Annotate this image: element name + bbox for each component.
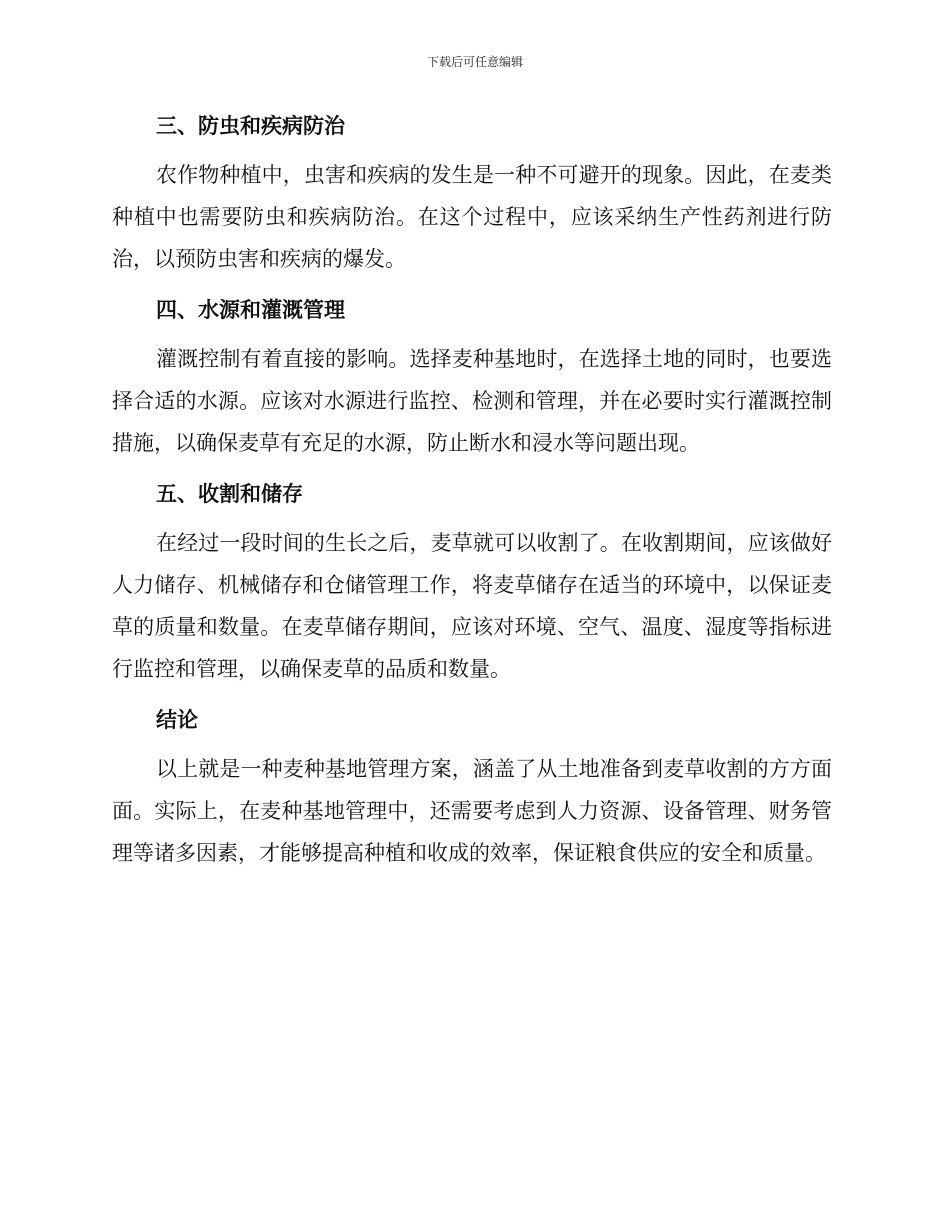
section-paragraph: 灌溉控制有着直接的影响。选择麦种基地时，在选择土地的同时，也要选择合适的水源。应该对水源进行监控、检测和管理，并在必要时实行灌溉控制措施，以确保麦草有充足的水源，防止断水和浸水等问题出现。 bbox=[112, 347, 832, 455]
section-harvest-storage bbox=[112, 478, 832, 690]
section-conclusion bbox=[112, 704, 832, 874]
document-body bbox=[112, 110, 832, 888]
section-pest-disease-control bbox=[112, 110, 832, 280]
page-header-note: 下载后可任意编辑 bbox=[426, 55, 523, 69]
section-heading: 四、水源和灌溉管理 bbox=[156, 298, 345, 322]
section-heading: 三、防虫和疾病防治 bbox=[156, 114, 345, 138]
section-paragraph: 以上就是一种麦种基地管理方案，涵盖了从土地准备到麦草收割的方方面面。实际上，在麦种基地管理中，还需要考虑到人力资源、设备管理、财务管理等诸多因素，才能够提高种植和收成的效率，保证粮食供应的安全和质量。 bbox=[112, 757, 832, 865]
section-water-irrigation bbox=[112, 294, 832, 464]
section-heading: 结论 bbox=[156, 708, 198, 732]
section-heading: 五、收割和储存 bbox=[156, 482, 303, 506]
section-paragraph: 在经过一段时间的生长之后，麦草就可以收割了。在收割期间，应该做好人力储存、机械储存和仓储管理工作，将麦草储存在适当的环境中，以保证麦草的质量和数量。在麦草储存期间，应该对环境、空气、温度、湿度等指标进行监控和管理，以确保麦草的品质和数量。 bbox=[112, 531, 832, 681]
section-paragraph: 农作物种植中，虫害和疾病的发生是一种不可避开的现象。因此，在麦类种植中也需要防虫和疾病防治。在这个过程中，应该采纳生产性药剂进行防治，以预防虫害和疾病的爆发。 bbox=[112, 163, 832, 271]
